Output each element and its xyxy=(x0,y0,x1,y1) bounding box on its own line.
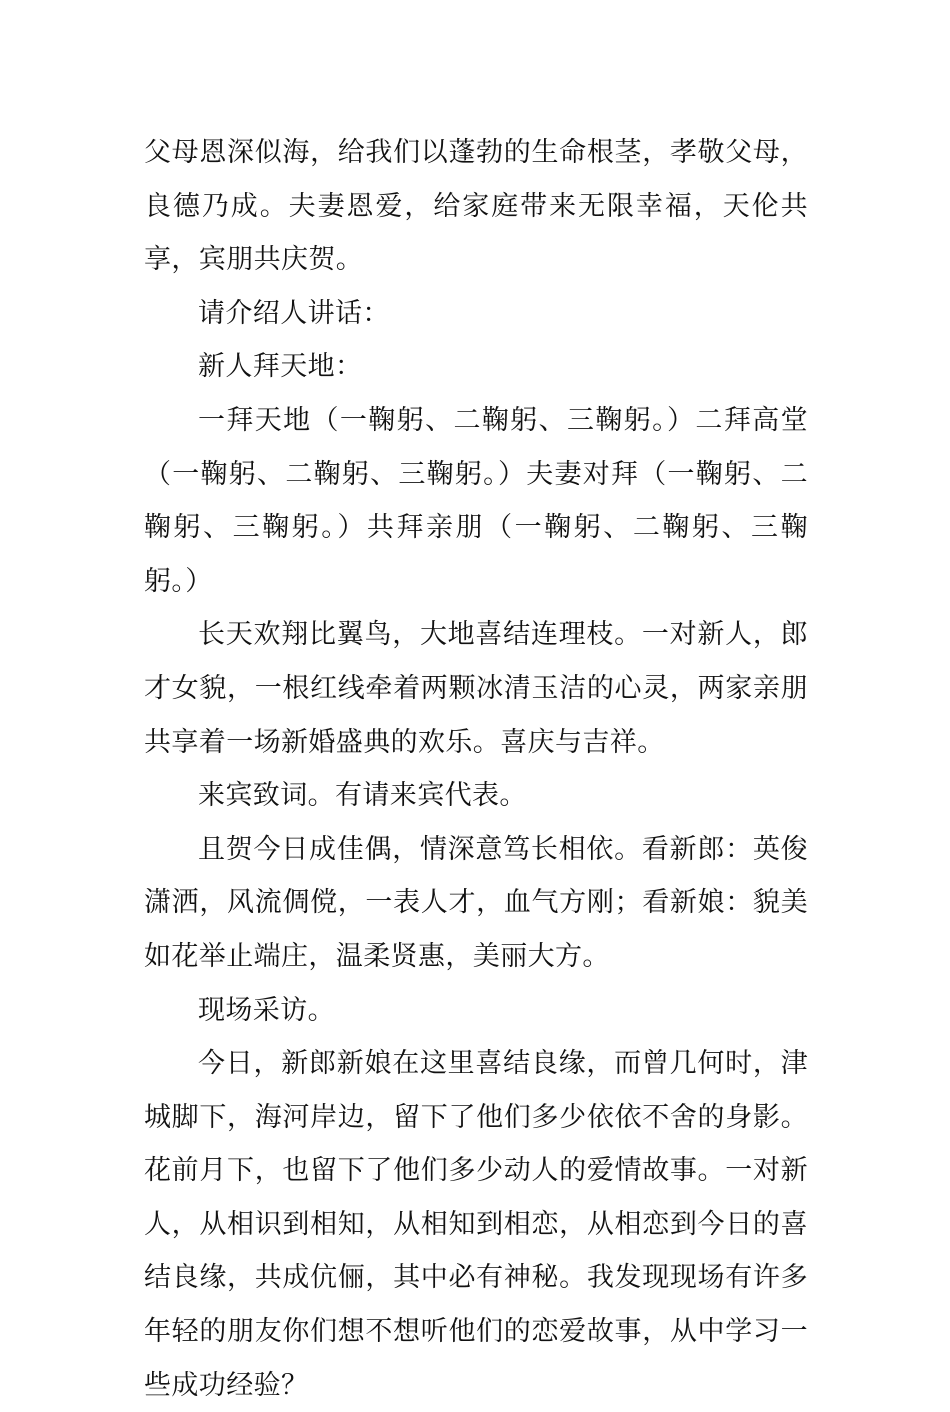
paragraph-groom-bride-praise: 且贺今日成佳偶，情深意笃长相依。看新郎：英俊潇洒，风流倜傥，一表人才，血气方刚；看新娘：貌美如花举止端庄，温柔贤惠，美丽大方。 xyxy=(144,833,808,972)
paragraph-couple-blessing: 长天欢翔比翼鸟，大地喜结连理枝。一对新人，郎才女貌，一根红线牵着两颗冰清玉洁的心灵，两家亲朋共享着一场新婚盛典的欢乐。喜庆与吉祥。 xyxy=(144,619,808,758)
paragraph-bows: 一拜天地（一鞠躬、二鞠躬、三鞠躬。）二拜高堂（一鞠躬、二鞠躬、三鞠躬。）夫妻对拜（一鞠躬、二鞠躬、三鞠躬。）共拜亲朋（一鞠躬、二鞠躬、三鞠躬。） xyxy=(144,404,808,597)
paragraph-love-story: 今日，新郎新娘在这里喜结良缘，而曾几何时，津城脚下，海河岸边，留下了他们多少依依不舍的身影。花前月下，也留下了他们多少动人的爱情故事。一对新人，从相识到相知，从相知到相恋，从相恋到今日的喜结良缘，共成伉俪，其中必有神秘。我发现现场有许多年轻的朋友你们想不想听他们的恋爱故事，从中学习一些成功经验？ xyxy=(144,1048,808,1401)
paragraph-guest-speech: 来宾致词。有请来宾代表。 xyxy=(198,780,527,812)
paragraph-parents-gratitude: 父母恩深似海，给我们以蓬勃的生命根茎，孝敬父母，良德乃成。夫妻恩爱，给家庭带来无限幸福，天伦共享，宾朋共庆贺。 xyxy=(144,137,808,276)
paragraph-live-interview: 现场采访。 xyxy=(198,994,335,1026)
paragraph-introducer-speech: 请介绍人讲话： xyxy=(198,297,390,329)
document-body xyxy=(144,126,808,1412)
paragraph-bow-heading: 新人拜天地： xyxy=(198,351,363,383)
